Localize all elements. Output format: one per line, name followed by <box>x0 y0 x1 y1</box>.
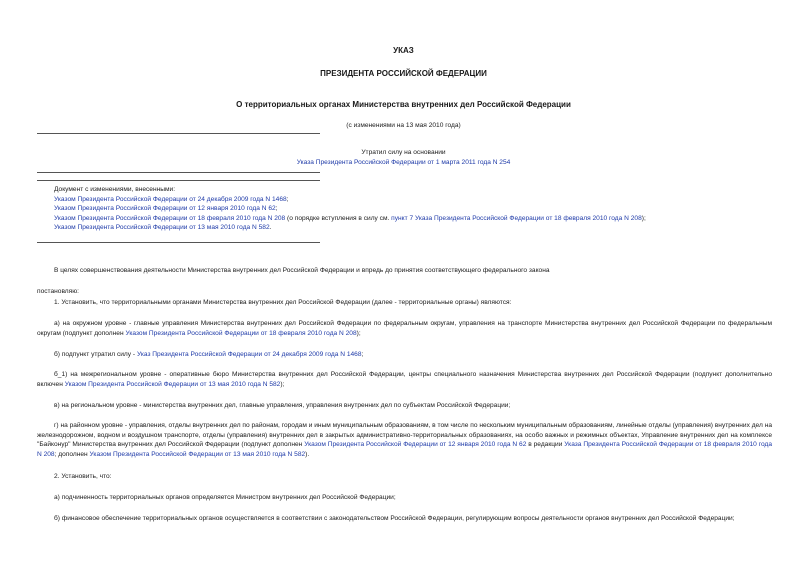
decree-subject: О территориальных органах Министерства внутренних дел Российской Федерации <box>236 100 571 109</box>
change-item: Указом Президента Российской Федерации от 12 января 2010 года N 62; <box>54 205 278 213</box>
decree-title: УКАЗ <box>393 46 414 55</box>
amendment-link[interactable]: Указа Президента Российской Федерации от 18 февраля 2010 года N 208 <box>37 441 773 458</box>
decree-issuer: ПРЕЗИДЕНТА РОССИЙСКОЙ ФЕДЕРАЦИИ <box>320 69 487 78</box>
divider <box>37 180 320 181</box>
amendment-link[interactable]: Указом Президента Российской Федерации от 13 мая 2010 года N 582 <box>64 380 281 388</box>
change-link[interactable]: Указом Президента Российской Федерации от 13 мая 2010 года N 582 <box>54 224 270 232</box>
paragraph-2-a: а) подчиненность территориальных органов определяется Министром внутренних дел Российской Федерации; <box>54 494 396 501</box>
paragraph-1: 1. Установить, что территориальными органами Министерства внутренних дел Российской Федерации (далее - территориальные органы) являются: <box>54 299 512 306</box>
preamble: В целях совершенствования деятельности Министерства внутренних дел Российской Федерации и впредь до принятия соответствующего федерального закона <box>54 267 550 274</box>
change-link[interactable]: пункт 7 Указа Президента Российской Федерации от 18 февраля 2010 года N 208 <box>391 214 642 222</box>
subparagraph-g: г) на районном уровне - управления, отделы внутренних дел по районам, городам и иным муниципальным образованиям, в том числе по нескольким муниципальным образованиям, линейные отделы (управления) внутренних дел на железнодорожном, водном и воздушном транспорте, отделы (управления) внутренних дел в закрытых административно-территориальных образованиях, на особо важных и режимных объектах, Управление внутренних дел на комплексе "Байконур" Министерства внутренних дел Российской Федерации (подпункт дополнен Указом Президента Российской Федерации от 12 января 2010 года N 62 в редакции Указа Президента Российской Федерации от 18 февраля 2010 года N 208; дополнен Указом Президента Российской Федерации от 13 мая 2010 года N 582). <box>37 422 773 458</box>
subparagraph-v: в) на региональном уровне - министерства внутренних дел, главные управления, управления внутренних дел по субъектам Российской Федерации; <box>54 402 511 409</box>
subparagraph-b1: б_1) на межрегиональном уровне - оперативные бюро Министерства внутренних дел Российской Федерации, центры специального назначения Министерства внутренних дел Российской Федерации (подпункт дополнительно включен Указом Президента Российской Федерации от 13 мая 2010 года N 582); <box>37 371 772 388</box>
paragraph-2-b: б) финансовое обеспечение территориальных органов осуществляется в соответствии с законодательством Российской Федерации, регулирующим вопросы деятельности органов внутренних дел Российской Федерации; <box>54 515 735 522</box>
subparagraph-b: б) подпункт утратил силу - Указ Президента Российской Федерации от 24 декабря 2009 года N 1468; <box>54 351 364 358</box>
amendment-link[interactable]: Указом Президента Российской Федерации от 13 мая 2010 года N 582 <box>89 450 306 458</box>
change-item: Указом Президента Российской Федерации от 18 февраля 2010 года N 208 (о порядке вступления в силу см. пункт 7 Указа Президента Российской Федерации от 18 февраля 2010 года N 208); <box>54 214 646 222</box>
change-link[interactable]: Указом Президента Российской Федерации от 18 февраля 2010 года N 208 <box>54 214 286 222</box>
amendment-link[interactable]: Указом Президента Российской Федерации от 12 января 2010 года N 62 <box>304 441 527 449</box>
amendment-note: (с изменениями на 13 мая 2010 года) <box>346 122 461 129</box>
changes-intro: Документ с изменениями, внесенными: <box>54 186 176 193</box>
amendment-link[interactable]: Указ Президента Российской Федерации от 24 декабря 2009 года N 1468 <box>136 351 362 358</box>
lost-force-link[interactable]: Указа Президента Российской Федерации от 1 марта 2011 года N 254 <box>296 159 511 166</box>
paragraph-2: 2. Установить, что: <box>54 473 112 480</box>
divider <box>37 242 320 243</box>
decree-word: постановляю: <box>37 288 80 295</box>
subparagraph-a: а) на окружном уровне - главные управления Министерства внутренних дел Российской Федерации по федеральным округам, управления на транспорте Министерства внутренних дел Российской Федерации по федеральным округам (подпункт дополнен Указом Президента Российской Федерации от 18 февраля 2010 года N 208); <box>37 320 772 337</box>
change-link[interactable]: Указом Президента Российской Федерации от 12 января 2010 года N 62 <box>54 205 276 213</box>
change-item: Указом Президента Российской Федерации от 24 декабря 2009 года N 1468; <box>54 195 289 203</box>
divider <box>37 172 320 173</box>
changes-block <box>54 185 784 233</box>
change-item: Указом Президента Российской Федерации от 13 мая 2010 года N 582. <box>54 224 272 232</box>
lost-force-label: Утратил силу на основании <box>361 149 446 156</box>
amendment-link[interactable]: Указом Президента Российской Федерации от 18 февраля 2010 года N 208 <box>125 329 357 337</box>
divider <box>37 133 320 134</box>
change-link[interactable]: Указом Президента Российской Федерации от 24 декабря 2009 года N 1468 <box>54 195 287 203</box>
